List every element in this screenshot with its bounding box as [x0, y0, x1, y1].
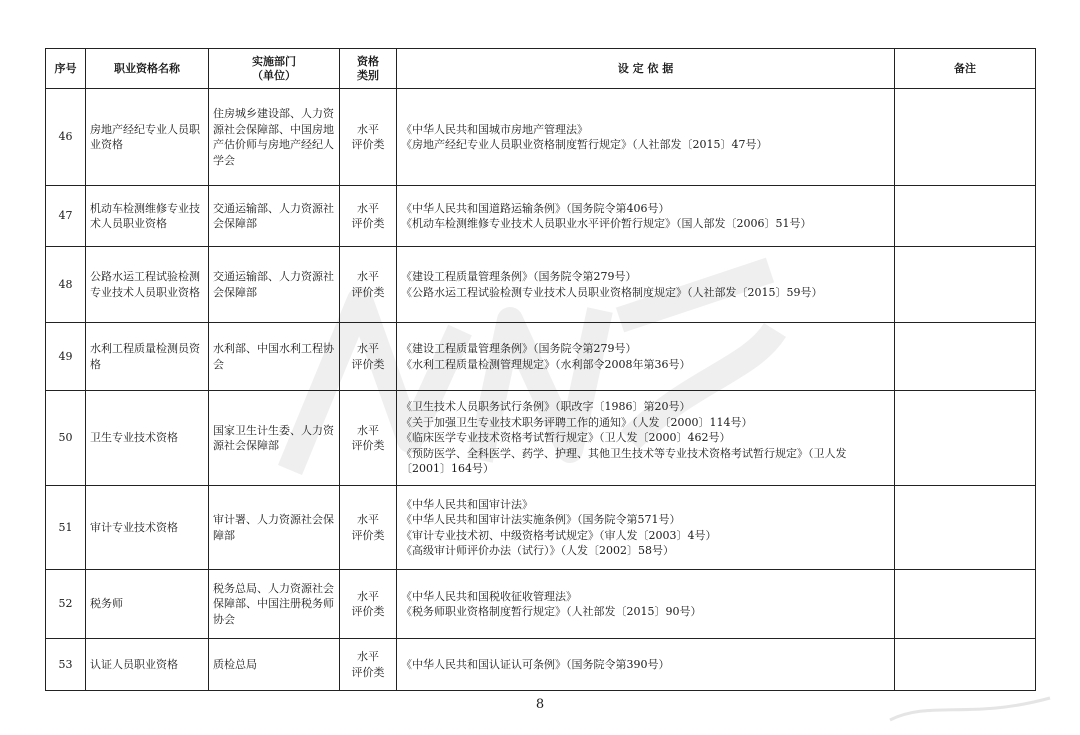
table-row	[46, 639, 1036, 691]
qualification-table	[45, 48, 1036, 691]
table-body	[46, 89, 1036, 691]
table-row	[46, 323, 1036, 391]
basis-line: 《审计专业技术初、中级资格考试规定》（审人发〔2003〕4号）	[401, 528, 717, 542]
cell-remark	[895, 247, 1036, 323]
cell-basis	[397, 639, 895, 691]
header-dept	[209, 49, 340, 89]
cell-no: 52	[46, 570, 86, 639]
table-row	[46, 570, 1036, 639]
cell-remark	[895, 323, 1036, 391]
header-dept-line2: （单位）	[252, 68, 296, 82]
table-row	[46, 247, 1036, 323]
basis-line: 《中华人民共和国城市房地产管理法》	[401, 122, 588, 136]
cell-name: 水利工程质量检测员资格	[86, 323, 209, 391]
cell-basis	[397, 89, 895, 186]
cell-type-line1: 水平	[357, 342, 379, 355]
header-basis: 设 定 依 据	[397, 49, 895, 89]
cell-basis	[397, 570, 895, 639]
cell-no: 51	[46, 486, 86, 570]
cell-type-line2: 评价类	[351, 605, 385, 618]
cell-no: 53	[46, 639, 86, 691]
corner-watermark	[880, 690, 1060, 730]
basis-line: 《中华人民共和国审计法》	[401, 497, 533, 511]
cell-basis	[397, 323, 895, 391]
header-type-line2: 类别	[357, 68, 379, 82]
cell-type	[340, 186, 397, 247]
cell-type-line1: 水平	[357, 270, 379, 283]
cell-type	[340, 570, 397, 639]
cell-name: 卫生专业技术资格	[86, 391, 209, 486]
basis-line: 《中华人民共和国认证认可条例》（国务院令第390号）	[401, 657, 670, 671]
header-name: 职业资格名称	[86, 49, 209, 89]
cell-type-line2: 评价类	[351, 357, 385, 371]
cell-basis	[397, 486, 895, 570]
cell-dept: 水利部、中国水利工程协会	[209, 323, 340, 391]
table-row	[46, 486, 1036, 570]
header-no: 序号	[46, 49, 86, 89]
cell-remark	[895, 570, 1036, 639]
cell-type	[340, 391, 397, 486]
cell-type-line1: 水平	[357, 589, 379, 603]
cell-name: 公路水运工程试验检测专业技术人员职业资格	[86, 247, 209, 323]
cell-dept: 审计署、人力资源社会保障部	[209, 486, 340, 570]
cell-dept: 质检总局	[209, 639, 340, 691]
cell-dept: 税务总局、人力资源社会保障部、中国注册税务师协会	[209, 570, 340, 639]
cell-no: 47	[46, 186, 86, 247]
cell-type-line2: 评价类	[351, 439, 385, 452]
basis-line: 《关于加强卫生专业技术职务评聘工作的通知》（人发〔2000〕114号）	[401, 415, 753, 429]
cell-type-line1: 水平	[357, 513, 379, 526]
cell-no: 46	[46, 89, 86, 186]
header-remark: 备注	[895, 49, 1036, 89]
cell-no: 50	[46, 391, 86, 486]
cell-type-line1: 水平	[357, 650, 379, 663]
cell-type	[340, 486, 397, 570]
header-dept-line1: 实施部门	[252, 54, 296, 68]
cell-type-line1: 水平	[357, 122, 379, 136]
cell-remark	[895, 391, 1036, 486]
basis-line: 《中华人民共和国税收征收管理法》	[401, 589, 577, 603]
table-header-row	[46, 49, 1036, 89]
cell-basis	[397, 186, 895, 247]
cell-basis	[397, 247, 895, 323]
cell-remark	[895, 486, 1036, 570]
cell-type-line1: 水平	[357, 201, 379, 215]
basis-line: 《高级审计师评价办法（试行）》（人发〔2002〕58号）	[401, 544, 674, 557]
cell-dept: 住房城乡建设部、人力资源社会保障部、中国房地产估价师与房地产经纪人学会	[209, 89, 340, 186]
cell-remark	[895, 639, 1036, 691]
cell-remark	[895, 186, 1036, 247]
basis-line: 《水利工程质量检测管理规定》（水利部令2008年第36号）	[401, 357, 691, 371]
cell-name: 认证人员职业资格	[86, 639, 209, 691]
page-number: 8	[535, 697, 545, 712]
cell-dept: 国家卫生计生委、人力资源社会保障部	[209, 391, 340, 486]
cell-dept: 交通运输部、人力资源社会保障部	[209, 247, 340, 323]
basis-line: 《建设工程质量管理条例》（国务院令第279号）	[401, 270, 637, 283]
cell-type	[340, 247, 397, 323]
basis-line: 《预防医学、全科医学、药学、护理、其他卫生技术等专业技术资格考试暂行规定》（卫人发〔2001〕164号）	[401, 446, 847, 476]
cell-name: 审计专业技术资格	[86, 486, 209, 570]
cell-no: 48	[46, 247, 86, 323]
header-type-line1: 资格	[357, 54, 379, 68]
cell-basis	[397, 391, 895, 486]
cell-type-line2: 评价类	[351, 285, 385, 299]
cell-remark	[895, 89, 1036, 186]
basis-line: 《卫生技术人员职务试行条例》（职改字〔1986〕第20号）	[401, 400, 691, 414]
basis-line: 《中华人民共和国审计法实施条例》（国务院令第571号）	[401, 513, 681, 526]
cell-type-line2: 评价类	[351, 217, 385, 230]
cell-type	[340, 89, 397, 186]
cell-dept: 交通运输部、人力资源社会保障部	[209, 186, 340, 247]
table-row	[46, 186, 1036, 247]
cell-type	[340, 639, 397, 691]
cell-name: 机动车检测维修专业技术人员职业资格	[86, 186, 209, 247]
basis-line: 《中华人民共和国道路运输条例》（国务院令第406号）	[401, 201, 670, 215]
basis-line: 《税务师职业资格制度暂行规定》（人社部发〔2015〕90号）	[401, 605, 702, 618]
basis-line: 《房地产经纪专业人员职业资格制度暂行规定》（人社部发〔2015〕47号）	[401, 138, 768, 151]
header-type	[340, 49, 397, 89]
basis-line: 《临床医学专业技术资格考试暂行规定》（卫人发〔2000〕462号）	[401, 431, 731, 445]
cell-no: 49	[46, 323, 86, 391]
table-row	[46, 89, 1036, 186]
cell-type-line2: 评价类	[351, 138, 385, 151]
cell-type-line2: 评价类	[351, 528, 385, 542]
basis-line: 《建设工程质量管理条例》（国务院令第279号）	[401, 342, 637, 355]
cell-name: 房地产经纪专业人员职业资格	[86, 89, 209, 186]
cell-name: 税务师	[86, 570, 209, 639]
basis-line: 《公路水运工程试验检测专业技术人员职业资格制度规定》（人社部发〔2015〕59号）	[401, 285, 823, 299]
cell-type-line1: 水平	[357, 423, 379, 437]
cell-type-line2: 评价类	[351, 665, 385, 679]
cell-type	[340, 323, 397, 391]
basis-line: 《机动车检测维修专业技术人员职业水平评价暂行规定》（国人部发〔2006〕51号）	[401, 217, 812, 230]
table-row	[46, 391, 1036, 486]
